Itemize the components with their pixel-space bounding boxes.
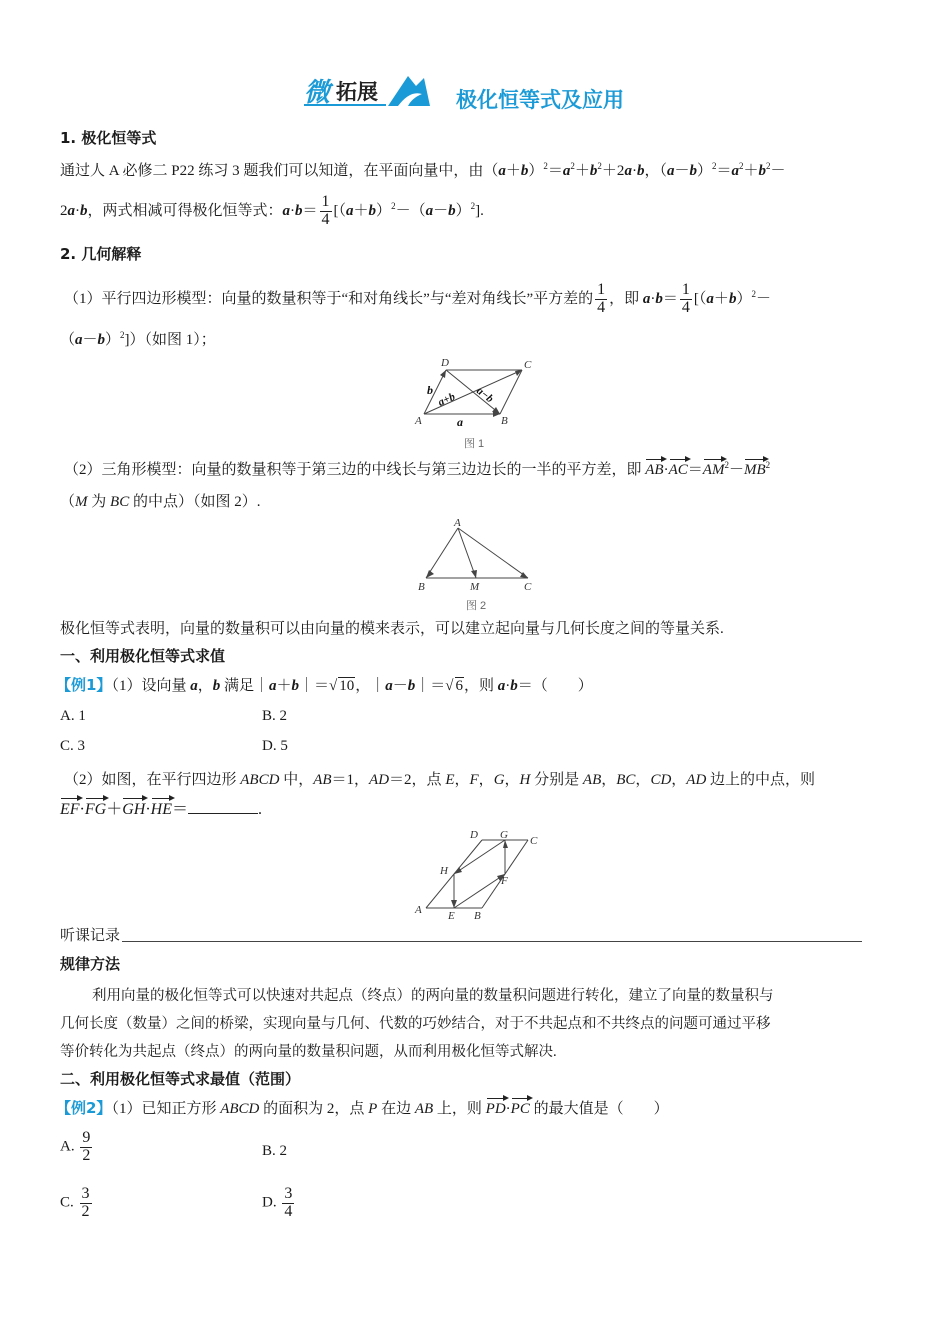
svg-text:H: H <box>440 865 448 877</box>
svg-text:B: B <box>501 415 508 427</box>
svg-text:B: B <box>418 581 425 593</box>
banner <box>300 68 660 116</box>
example-1-tag: 【例1】 <box>56 676 112 694</box>
triangle-model-text-2: （M 为 BC 的中点）（如图 2）. <box>60 494 261 510</box>
example-1-q1: 【例1】（1）设向量 a，b 满足｜a＋b｜＝√ 10，｜a－b｜＝√ 6，则 a·b＝（ ） <box>56 676 593 694</box>
svg-text:M: M <box>470 581 480 593</box>
svg-text:F: F <box>501 875 508 887</box>
notes-label: 听课记录 <box>60 926 121 944</box>
notes-line[interactable] <box>122 941 862 942</box>
method-line-2: 几何长度（数量）之间的桥梁，实现向量与几何、代数的巧妙结合，对于不共起点和不共终点的问题可通过平移 <box>60 1016 771 1032</box>
section-1-heading: 1. 极化恒等式 <box>60 129 157 147</box>
example-1-q2: （2）如图，在平行四边形 ABCD 中，AB＝1，AD＝2，点 E，F，G，H 分别是 AB，BC，CD，AD 边上的中点，则 <box>64 772 816 788</box>
example-2-option-a[interactable] <box>60 1130 94 1165</box>
answer-blank[interactable] <box>188 813 258 814</box>
banner-mark-text: 拓展 <box>336 80 378 104</box>
example-1-q2-expr: EF·FG＋GH·HE＝ . <box>60 801 262 818</box>
svg-text:D: D <box>470 829 478 841</box>
example-1-option-d[interactable]: D. 5 <box>262 738 288 754</box>
part-2-heading: 二、利用极化恒等式求最值（范围） <box>60 1070 301 1088</box>
section-2-heading: 2. 几何解释 <box>60 245 142 263</box>
method-heading: 规律方法 <box>60 955 121 973</box>
option-a-label: A. <box>60 1138 75 1155</box>
svg-text:a: a <box>457 415 463 429</box>
figure-2-triangle <box>412 516 542 596</box>
svg-text:E: E <box>448 910 455 920</box>
figure-3-parallelogram <box>408 826 548 920</box>
option-d-label: D. <box>262 1194 277 1211</box>
svg-text:a+b: a+b <box>436 390 458 409</box>
svg-text:B: B <box>474 910 481 920</box>
part-1-heading: 一、利用极化恒等式求值 <box>60 647 226 665</box>
option-c-num: 3 <box>81 1185 90 1202</box>
option-c-label: C. <box>60 1194 74 1211</box>
figure-2-caption: 图 2 <box>466 600 487 612</box>
example-2-q1: 【例2】（1）已知正方形 ABCD 的面积为 2，点 P 在边 AB 上，则 PD·PC 的最大值是（ ） <box>56 1099 669 1117</box>
parallelogram-model-text-2: $(a-b)^2$]）（如图 1）； <box>60 330 216 348</box>
banner-mark-char: 微 <box>304 78 331 108</box>
triangle-model-text: （2）三角形模型：向量的数量积等于第三边的中线长与第三边边长的一半的平方差，即 $AB\cdot AC=AM^2-MB^2$ <box>64 460 771 478</box>
option-a-num: 9 <box>82 1129 91 1146</box>
option-a-den: 2 <box>82 1146 91 1164</box>
svg-text:A: A <box>415 904 422 916</box>
parallelogram-model-text: （1）平行四边形模型：向量的数量积等于“和对角线长”与“差对角线长”平方差的 $\frac{1}{4}$ ，即 a·b＝ $\frac{1}{4}$ [$(a+b)^2-$ <box>64 281 771 317</box>
svg-text:C: C <box>524 359 532 371</box>
example-2-tag: 【例2】 <box>56 1099 112 1117</box>
section-1-text: 通过人 A 必修二 P22 练习 3 题我们可以知道，在平面向量中，由$(a+b)^2=a^2+b^2+2a\cdot b$，$(a-b)^2=a^2+b^2-$ <box>60 161 786 179</box>
svg-text:C: C <box>530 835 538 847</box>
svg-text:A: A <box>454 517 461 529</box>
section-1-formula: 2a·b，两式相减可得极化恒等式：a·b＝ $\frac{1}{4}$ $[(a+b)^2-(a-b)^2]$. <box>60 193 484 229</box>
example-2-option-d[interactable] <box>262 1186 296 1221</box>
example-2-option-c[interactable] <box>60 1186 94 1221</box>
example-1-option-c[interactable]: C. 3 <box>60 738 86 754</box>
figure-1-parallelogram <box>410 352 540 432</box>
method-line-1: 利用向量的极化恒等式可以快速对共起点（终点）的两向量的数量积问题进行转化，建立了向量的数量积与 <box>92 988 774 1004</box>
svg-text:C: C <box>524 581 532 593</box>
method-line-3: 等价转化为共起点（终点）的两向量的数量积问题，从而利用极化恒等式解决. <box>60 1044 557 1060</box>
option-d-num: 3 <box>284 1185 293 1202</box>
banner-title: 极化恒等式及应用 <box>456 88 624 112</box>
svg-text:b: b <box>427 383 433 397</box>
example-1-option-a[interactable]: A. 1 <box>60 708 86 724</box>
option-c-den: 2 <box>81 1202 90 1220</box>
svg-text:D: D <box>441 357 449 369</box>
mountain-icon <box>386 70 432 108</box>
svg-text:a−b: a−b <box>474 384 496 406</box>
option-d-den: 4 <box>284 1202 293 1220</box>
svg-text:A: A <box>415 415 422 427</box>
figure-1-caption: 图 1 <box>464 438 485 450</box>
summary-text: 极化恒等式表明，向量的数量积可以由向量的模来表示，可以建立起向量与几何长度之间的等量关系. <box>60 621 724 637</box>
svg-text:G: G <box>500 829 508 841</box>
example-2-option-b[interactable]: B. 2 <box>262 1143 288 1159</box>
example-1-option-b[interactable]: B. 2 <box>262 708 288 724</box>
